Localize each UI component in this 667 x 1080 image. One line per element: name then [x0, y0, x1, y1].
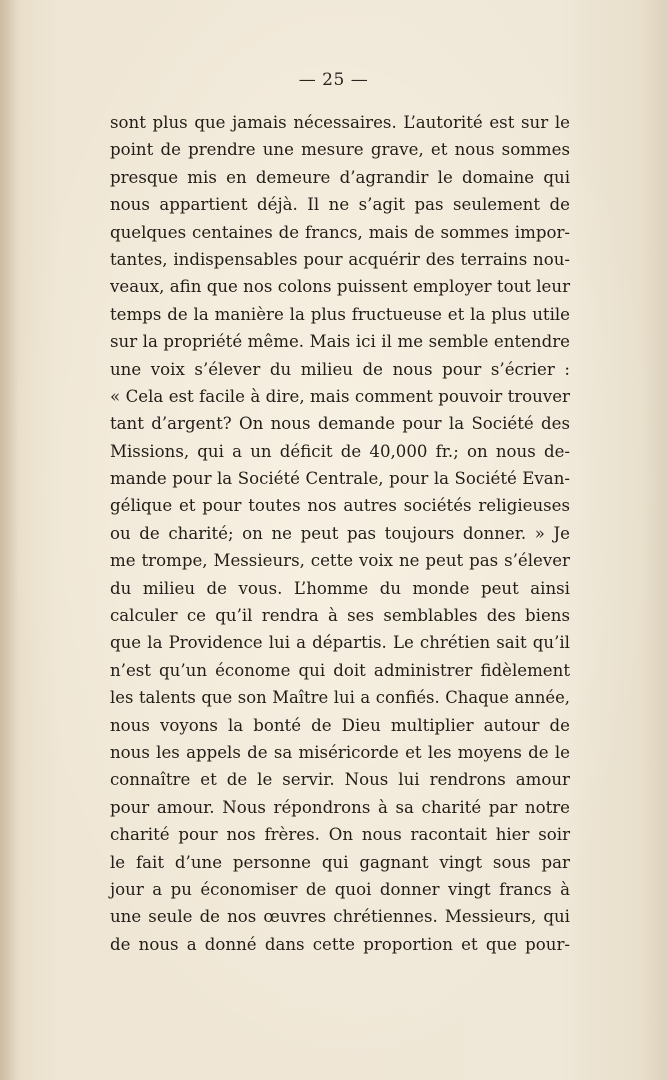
text-line: n’est qu’un économe qui doit administrer fidèlement: [110, 660, 570, 680]
text-line: tantes, indispensables pour acquérir des terrains nou-: [110, 249, 570, 269]
text-line: une seule de nos œuvres chrétiennes. Messieurs, qui: [110, 907, 570, 927]
page-gutter-shadow: [0, 0, 18, 1080]
text-line: du milieu de vous. L’homme du monde peut ainsi: [110, 578, 570, 598]
text-line: charité pour nos frères. On nous racontait hier soir: [110, 825, 570, 845]
text-line: tant d’argent? On nous demande pour la Société des: [110, 414, 570, 434]
text-line: « Cela est facile à dire, mais comment pouvoir trouver: [110, 386, 570, 406]
text-line: nous voyons la bonté de Dieu multiplier autour de: [110, 715, 570, 735]
text-line: presque mis en demeure d’agrandir le domaine qui: [110, 167, 570, 187]
text-line: gélique et pour toutes nos autres sociétés religieuses: [110, 496, 570, 516]
text-line: une voix s’élever du milieu de nous pour s’écrier :: [110, 359, 570, 379]
text-line: que la Providence lui a départis. Le chrétien sait qu’il: [110, 633, 570, 653]
text-line: sont plus que jamais nécessaires. L’autorité est sur le: [110, 113, 570, 132]
body-text: [110, 109, 570, 958]
text-line: pour amour. Nous répondrons à sa charité par notre: [110, 797, 570, 817]
text-line: point de prendre une mesure grave, et nous sommes: [110, 140, 570, 160]
text-line: temps de la manière la plus fructueuse et la plus utile: [110, 304, 570, 324]
text-line: les talents que son Maître lui a confiés. Chaque année,: [110, 688, 570, 708]
text-line: ou de charité; on ne peut pas toujours donner. » Je: [110, 523, 570, 543]
text-line: me trompe, Messieurs, cette voix ne peut pas s’élever: [110, 551, 570, 571]
text-line: quelques centaines de francs, mais de sommes impor-: [110, 222, 570, 242]
page-number: — 25 —: [298, 70, 369, 90]
text-line: jour a pu économiser de quoi donner vingt francs à: [110, 879, 570, 899]
text-line: calculer ce qu’il rendra à ses semblables des biens: [110, 606, 570, 626]
text-line: de nous a donné dans cette proportion et que pour-: [110, 934, 570, 954]
text-line: veaux, afin que nos colons puissent employer tout leur: [110, 277, 570, 297]
text-line: nous les appels de sa miséricorde et les moyens de le: [110, 742, 570, 762]
text-line: connaître et de le servir. Nous lui rendrons amour: [110, 770, 570, 790]
text-line: sur la propriété même. Mais ici il me semble entendre: [110, 332, 570, 352]
text-line: Missions, qui a un déficit de 40,000 fr.; on nous de-: [110, 441, 570, 461]
text-line: nous appartient déjà. Il ne s’agit pas seulement de: [110, 195, 570, 215]
text-line: le fait d’une personne qui gagnant vingt sous par: [110, 852, 570, 872]
text-line: mande pour la Société Centrale, pour la Société Evan-: [110, 469, 570, 489]
